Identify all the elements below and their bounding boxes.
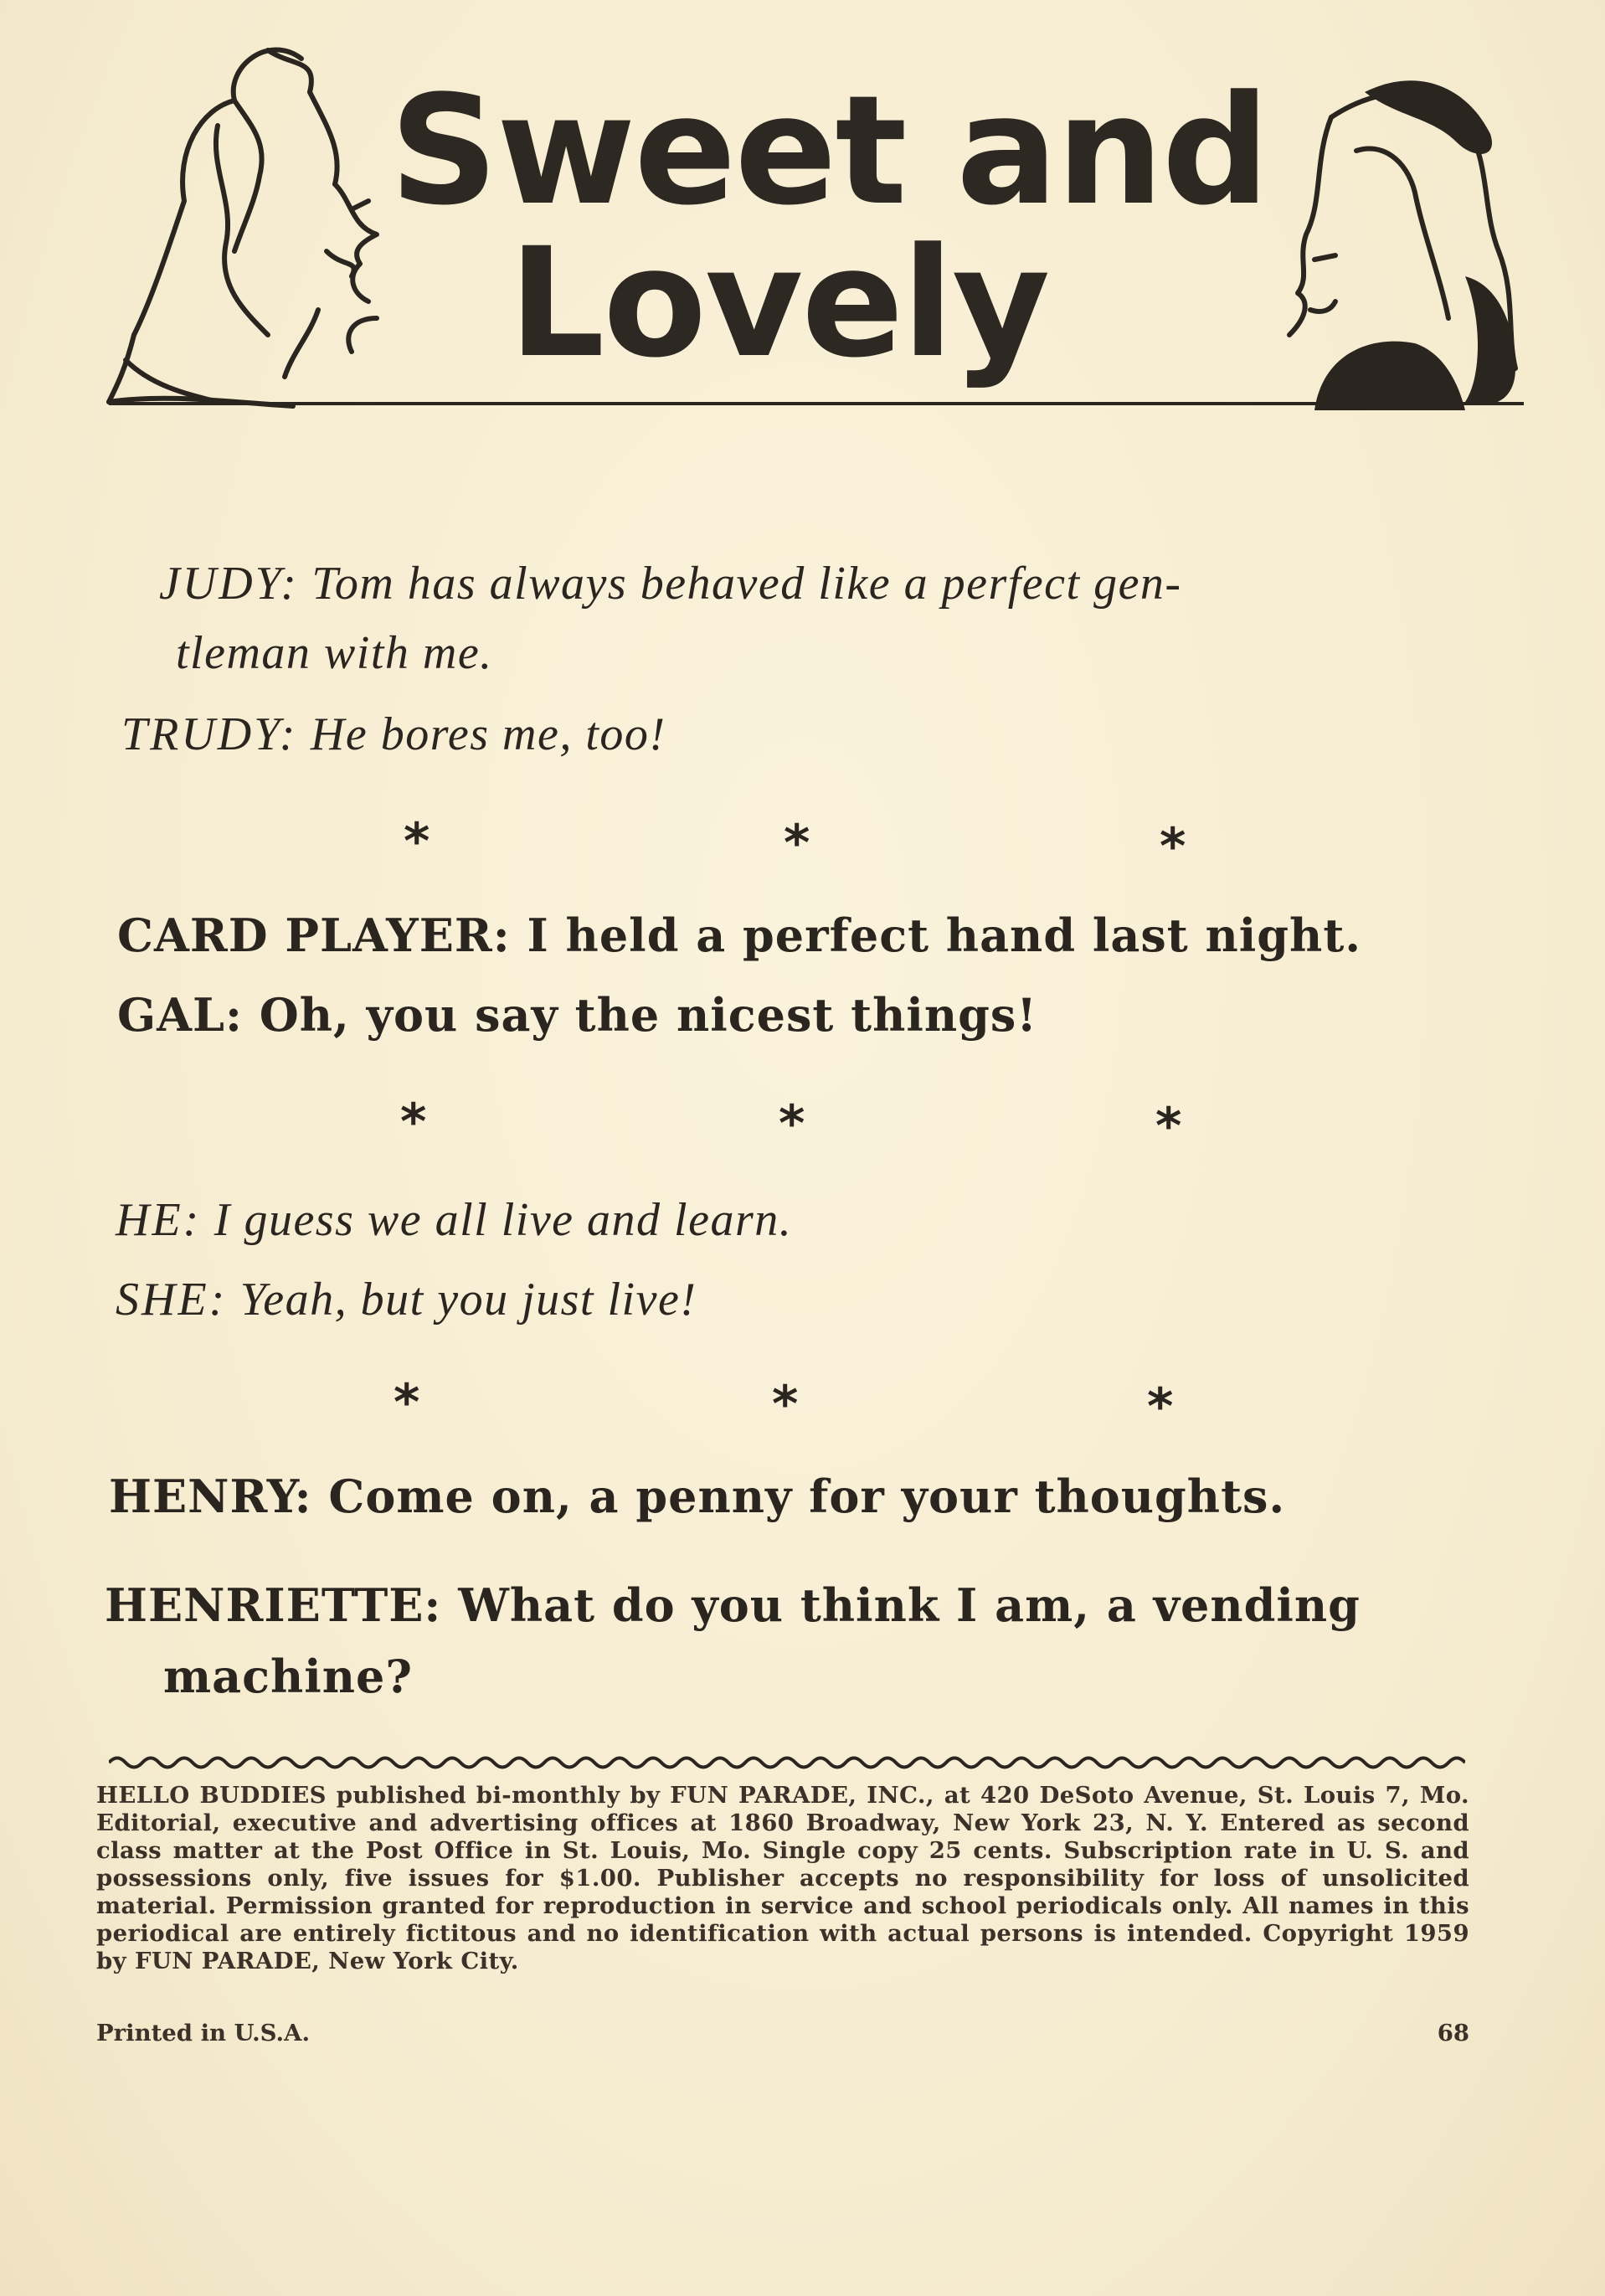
speaker-label: TRUDY:	[121, 708, 298, 760]
joke-line	[117, 909, 1361, 962]
joke-line	[176, 626, 493, 680]
dialogue-text: Come on, a penny for your thoughts.	[328, 1470, 1286, 1523]
dialogue-text: Oh, you say the nicest things!	[259, 988, 1038, 1042]
separator-star: *	[784, 814, 810, 873]
dialogue-text: machine?	[163, 1650, 414, 1703]
separator-star: *	[772, 1375, 799, 1434]
joke-line	[121, 708, 666, 761]
separator-star: *	[779, 1094, 805, 1153]
joke-line	[117, 988, 1037, 1042]
joke-line	[163, 1650, 413, 1703]
separator-star: *	[394, 1373, 420, 1432]
speaker-label: JUDY:	[159, 558, 299, 610]
dialogue-text: I guess we all live and learn.	[213, 1194, 793, 1246]
speaker-label: CARD PLAYER:	[117, 909, 511, 962]
joke-line	[105, 1578, 1361, 1632]
separator-star: *	[1147, 1377, 1174, 1436]
dialogue-text: Tom has always behaved like a perfect gen-	[311, 558, 1182, 610]
dialogue-text: What do you think I am, a vending	[458, 1578, 1361, 1632]
speaker-label: HE:	[116, 1194, 202, 1246]
title-line-2: Lovely	[508, 216, 1049, 391]
joke-line	[159, 557, 1182, 610]
joke-line	[116, 1193, 792, 1247]
speaker-label: GAL:	[117, 988, 243, 1042]
title-line-1: Sweet and	[389, 64, 1268, 239]
footer-bottom-line	[96, 2020, 1469, 2046]
dialogue-text: I held a perfect hand last night.	[527, 909, 1362, 962]
publication-info: HELLO BUDDIES published bi-monthly by FUN PARADE, INC., at 420 DeSoto Avenue, St. Louis 7, Mo. Editorial, executive and advertising offices at 1860 Broadway, New York 23, N. Y. Entered as second class matter at the Post Office in St. Louis, Mo. Single copy 25 cents. Subscription rate in U. S. and possessions only, five issues for $1.00. Publisher accepts no responsibility for loss of unsolicited material. Permission granted for reproduction in service and school periodicals only. All names in this periodical are entirely fictitous and no identification with actual persons is intended. Copyright 1959 by FUN PARADE, New York City.	[96, 1782, 1469, 1974]
page-code: 68	[1437, 2020, 1469, 2046]
header-underline	[109, 402, 1524, 405]
speaker-label: HENRY:	[109, 1470, 312, 1523]
joke-line	[109, 1470, 1285, 1523]
dialogue-text: Yeah, but you just live!	[239, 1274, 697, 1326]
speaker-label: HENRIETTE:	[105, 1578, 442, 1632]
header	[100, 33, 1524, 419]
separator-star: *	[400, 1093, 427, 1151]
joke-line	[116, 1273, 697, 1326]
speaker-label: SHE:	[116, 1274, 228, 1326]
dark-haired-girl-illustration	[1164, 67, 1524, 410]
separator-star: *	[1155, 1097, 1182, 1156]
separator-star: *	[404, 812, 430, 871]
wavy-divider	[109, 1750, 1465, 1775]
dialogue-text: tleman with me.	[176, 627, 493, 679]
printed-in: Printed in U.S.A.	[96, 2020, 311, 2046]
dialogue-text: He bores me, too!	[310, 708, 666, 760]
separator-star: *	[1160, 817, 1186, 876]
